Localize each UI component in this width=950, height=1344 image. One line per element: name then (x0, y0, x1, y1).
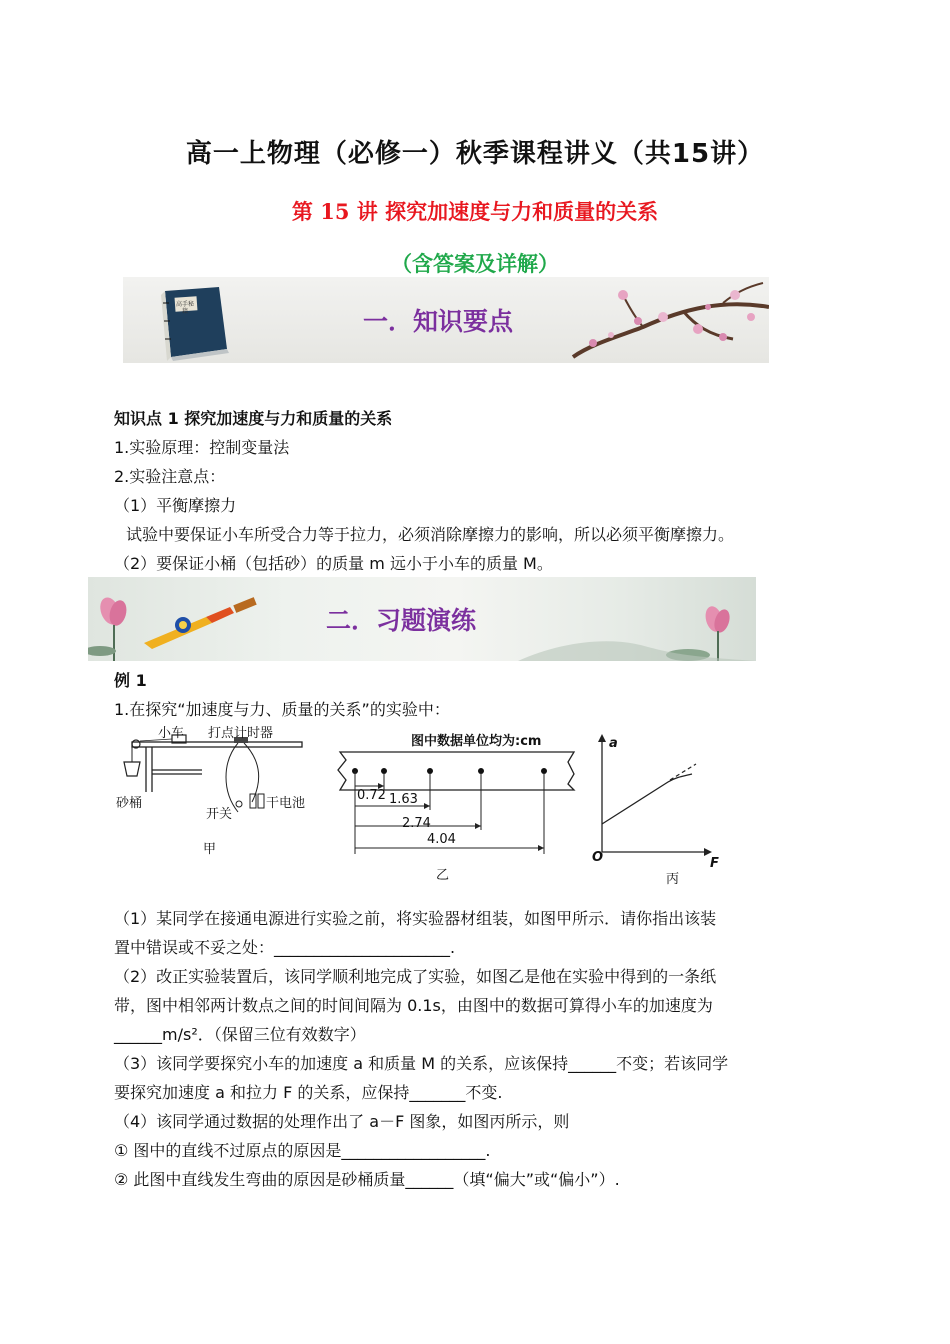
label-timer: 打点计时器 (208, 726, 274, 741)
a-f-curve (602, 774, 692, 824)
sword-icon (144, 597, 257, 649)
knowledge-line-2: 2.实验注意点： (114, 467, 226, 486)
battery-2 (258, 794, 264, 808)
section-banner-exercises (88, 577, 756, 661)
section-banner-knowledge (123, 277, 769, 363)
a-f-extension (670, 764, 696, 780)
knowledge-line-1: 1.实验原理：控制变量法 (114, 438, 290, 457)
question-2-line-2: 带，图中相邻两计数点之间的时间间隔为 0.1s，由图中的数据可算得小车的加速度为 (114, 996, 713, 1015)
label-switch: 开关 (206, 807, 233, 822)
question-2-line-3: ______m/s²．（保留三位有效数字） (114, 1025, 366, 1044)
lesson-subtitle (0, 196, 950, 226)
lesson-topic: 探究加速度与力和质量的关系 (385, 200, 659, 224)
question-1-line-2: 置中错误或不妥之处：______________________. (114, 938, 456, 957)
lotus-icon-right (666, 604, 732, 661)
label-battery: 干电池 (266, 796, 306, 811)
table-top (132, 742, 302, 747)
caption-bing: 丙 (666, 872, 680, 887)
question-4-line-1: （4）该同学通过数据的处理作出了 a－F 图象，如图丙所示，则 (114, 1112, 570, 1131)
knowledge-line-3: （1）平衡摩擦力 (114, 496, 237, 515)
section-title-knowledge: 一．知识要点 (363, 307, 514, 336)
section-title-exercises: 二．习题演练 (326, 606, 477, 635)
axis-label-f: F (710, 856, 719, 871)
label-bucket: 砂桶 (116, 796, 143, 811)
paper-tape (338, 752, 574, 790)
document-title: 高一上物理（必修一）秋季课程讲义（共15讲） (185, 139, 765, 169)
axis-label-a: a (609, 736, 618, 751)
tape-distance-3: 2.74 (402, 816, 431, 831)
question-4-line-2: ① 图中的直线不过原点的原因是__________________. (114, 1141, 491, 1160)
book-icon (161, 287, 229, 361)
example-stem: 1.在探究“加速度与力、质量的关系”的实验中： (114, 700, 450, 719)
lotus-icon (88, 595, 129, 661)
sand-bucket (124, 762, 140, 776)
lesson-number: 第 15 讲 (291, 199, 378, 224)
caption-yi: 乙 (436, 868, 450, 883)
knowledge-line-5: （2）要保证小桶（包括砂）的质量 m 远小于小车的质量 M。 (114, 554, 553, 573)
tape-unit-note: 图中数据单位均为:cm (411, 734, 542, 749)
example-label: 例 1 (114, 671, 147, 690)
tape-distance-2: 1.63 (389, 792, 418, 807)
tape-distance-4: 4.04 (427, 832, 456, 847)
knowledge-line-4: 试验中要保证小车所受合力等于拉力，必须消除摩擦力的影响，所以必须平衡摩擦力。 (126, 525, 735, 544)
question-3-line-2: 要探究加速度 a 和拉力 F 的关系，应保持_______不变. (114, 1083, 503, 1102)
tape-distance-1: 0.72 (357, 788, 386, 803)
axis-origin: O (592, 850, 604, 865)
question-1-line-1: （1）某同学在接通电源进行实验之前，将实验器材组装，如图甲所示．请你指出该装 (114, 909, 717, 928)
label-cart: 小车 (158, 726, 185, 741)
question-2-line-1: （2）改正实验装置后，该同学顺利地完成了实验，如图乙是他在实验中得到的一条纸 (114, 967, 717, 986)
question-4-line-3: ② 此图中直线发生弯曲的原因是砂桶质量______（填“偏大”或“偏小”）. (114, 1170, 620, 1189)
figure-bing (588, 730, 728, 870)
switch-icon (236, 801, 242, 807)
book-label: 高手秘籍 (175, 301, 194, 315)
plum-blossom-icon (573, 283, 769, 357)
count-point-1 (381, 768, 387, 774)
answer-note: （含答案及详解） (391, 252, 559, 276)
count-point-3 (478, 768, 484, 774)
caption-jia: 甲 (203, 842, 217, 857)
question-3-line-1: （3）该同学要探究小车的加速度 a 和质量 M 的关系，应该保持______不变；若该同学 (114, 1054, 729, 1073)
knowledge-heading: 知识点 1 探究加速度与力和质量的关系 (114, 409, 393, 428)
count-point-4 (541, 768, 547, 774)
count-point-2 (427, 768, 433, 774)
